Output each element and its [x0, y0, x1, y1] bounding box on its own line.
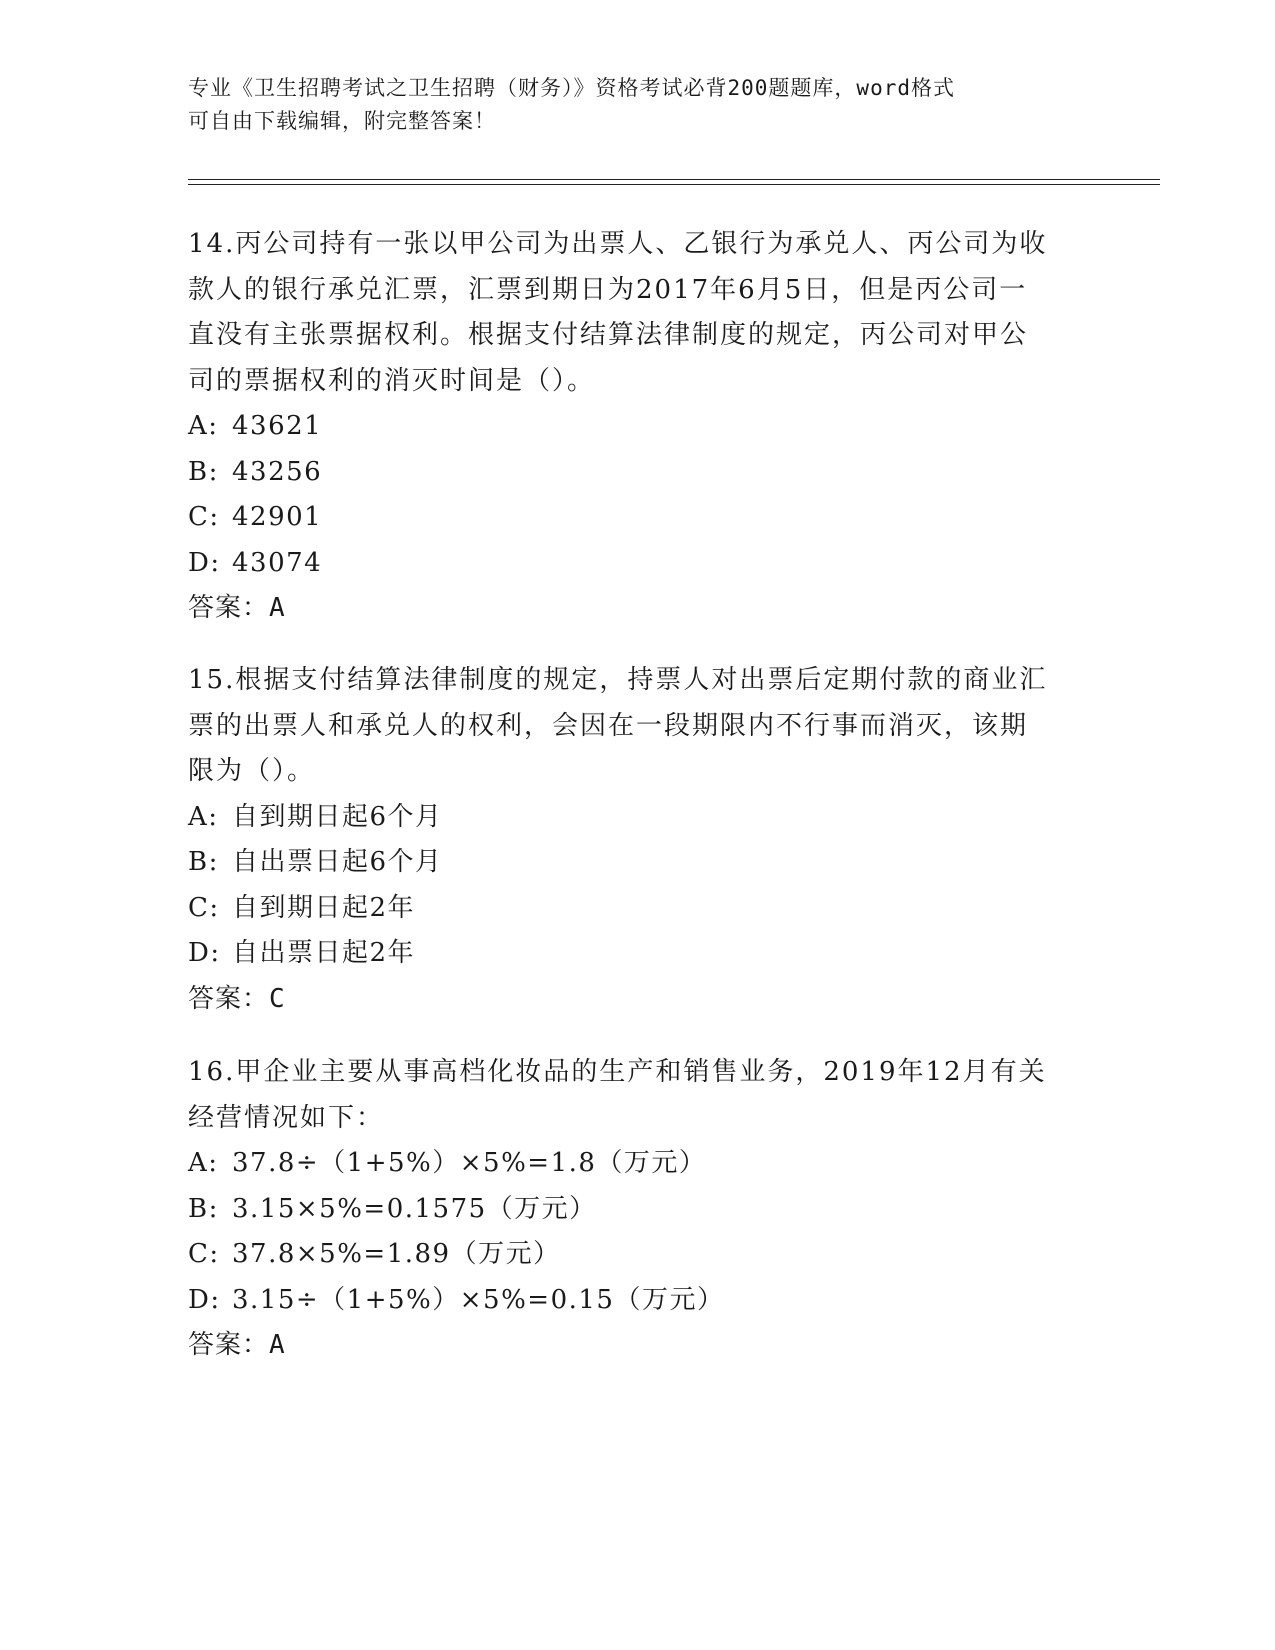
- answer-label: 答案：: [188, 983, 270, 1014]
- option-b: [188, 840, 1078, 886]
- option-text: 43074: [232, 547, 323, 578]
- option-key: A:: [188, 1148, 219, 1178]
- option-b: [188, 1187, 1078, 1233]
- question-text: [188, 1050, 1078, 1141]
- answer-label: 答案：: [188, 593, 270, 623]
- question-line: 16.甲企业主要从事高档化妆品的生产和销售业务，2019年12月有关: [188, 1057, 1047, 1087]
- question-text: [188, 222, 1078, 404]
- option-key: C:: [188, 892, 220, 923]
- question-text: [188, 658, 1078, 795]
- header-divider-bottom: [188, 184, 1160, 185]
- option-text: 3.15÷（1+5%）×5%=0.15（万元）: [232, 1284, 725, 1315]
- question-line: 款人的银行承兑汇票，汇票到期日为2017年6月5日，但是丙公司一: [188, 274, 1028, 305]
- page-header: [188, 72, 1088, 138]
- option-text: 37.8×5%=1.89（万元）: [232, 1239, 561, 1269]
- option-text: 自出票日起6个月: [232, 847, 443, 877]
- option-text: 37.8÷（1+5%）×5%=1.8（万元）: [232, 1148, 707, 1178]
- answer: [188, 1323, 1078, 1369]
- answer-value: C: [269, 983, 286, 1014]
- option-a: [188, 795, 1078, 841]
- option-b: [188, 450, 1078, 496]
- answer: [188, 586, 1078, 632]
- option-c: [188, 495, 1078, 541]
- question-line: 14.丙公司持有一张以甲公司为出票人、乙银行为承兑人、丙公司为收: [188, 229, 1048, 259]
- option-a: [188, 1141, 1078, 1187]
- question-line: 经营情况如下：: [188, 1102, 385, 1133]
- answer-value: A: [269, 593, 286, 623]
- option-key: D:: [188, 1284, 221, 1315]
- answer-label: 答案：: [188, 1330, 270, 1360]
- header-divider-top: [188, 179, 1160, 180]
- question-14: [188, 222, 1078, 632]
- question-line: 限为（）。: [188, 756, 316, 786]
- answer-value: A: [269, 1330, 286, 1360]
- option-d: [188, 1278, 1078, 1324]
- question-line: 15.根据支付结算法律制度的规定，持票人对出票后定期付款的商业汇: [188, 665, 1048, 695]
- option-text: 43621: [232, 411, 323, 441]
- option-d: [188, 931, 1078, 977]
- option-text: 自到期日起2年: [232, 892, 416, 923]
- header-line-1: 专业《卫生招聘考试之卫生招聘（财务）》资格考试必背200题题库，word格式: [188, 76, 955, 100]
- question-line: 票的出票人和承兑人的权利，会因在一段期限内不行事而消灭，该期: [188, 710, 1029, 741]
- option-key: B:: [188, 456, 219, 487]
- option-a: [188, 404, 1078, 450]
- question-line: 直没有主张票据权利。根据支付结算法律制度的规定，丙公司对甲公: [188, 320, 1029, 350]
- option-text: 3.15×5%=0.1575（万元）: [232, 1193, 597, 1224]
- option-key: C:: [188, 502, 220, 532]
- option-key: B:: [188, 1193, 219, 1224]
- option-key: B:: [188, 847, 219, 877]
- option-key: D:: [188, 547, 221, 578]
- option-key: A:: [188, 801, 219, 832]
- option-text: 43256: [232, 456, 323, 487]
- option-text: 自出票日起2年: [232, 938, 416, 968]
- header-line-2: 可自由下载编辑，附完整答案！: [188, 109, 496, 133]
- option-c: [188, 1232, 1078, 1278]
- option-key: C:: [188, 1239, 220, 1269]
- answer: [188, 977, 1078, 1023]
- option-c: [188, 886, 1078, 932]
- question-15: [188, 658, 1078, 1022]
- option-key: D:: [188, 938, 221, 968]
- question-16: [188, 1050, 1078, 1369]
- option-key: A:: [188, 411, 219, 441]
- question-line: 司的票据权利的消灭时间是（）。: [188, 365, 596, 396]
- option-text: 自到期日起6个月: [232, 801, 443, 832]
- option-text: 42901: [232, 502, 323, 532]
- option-d: [188, 541, 1078, 587]
